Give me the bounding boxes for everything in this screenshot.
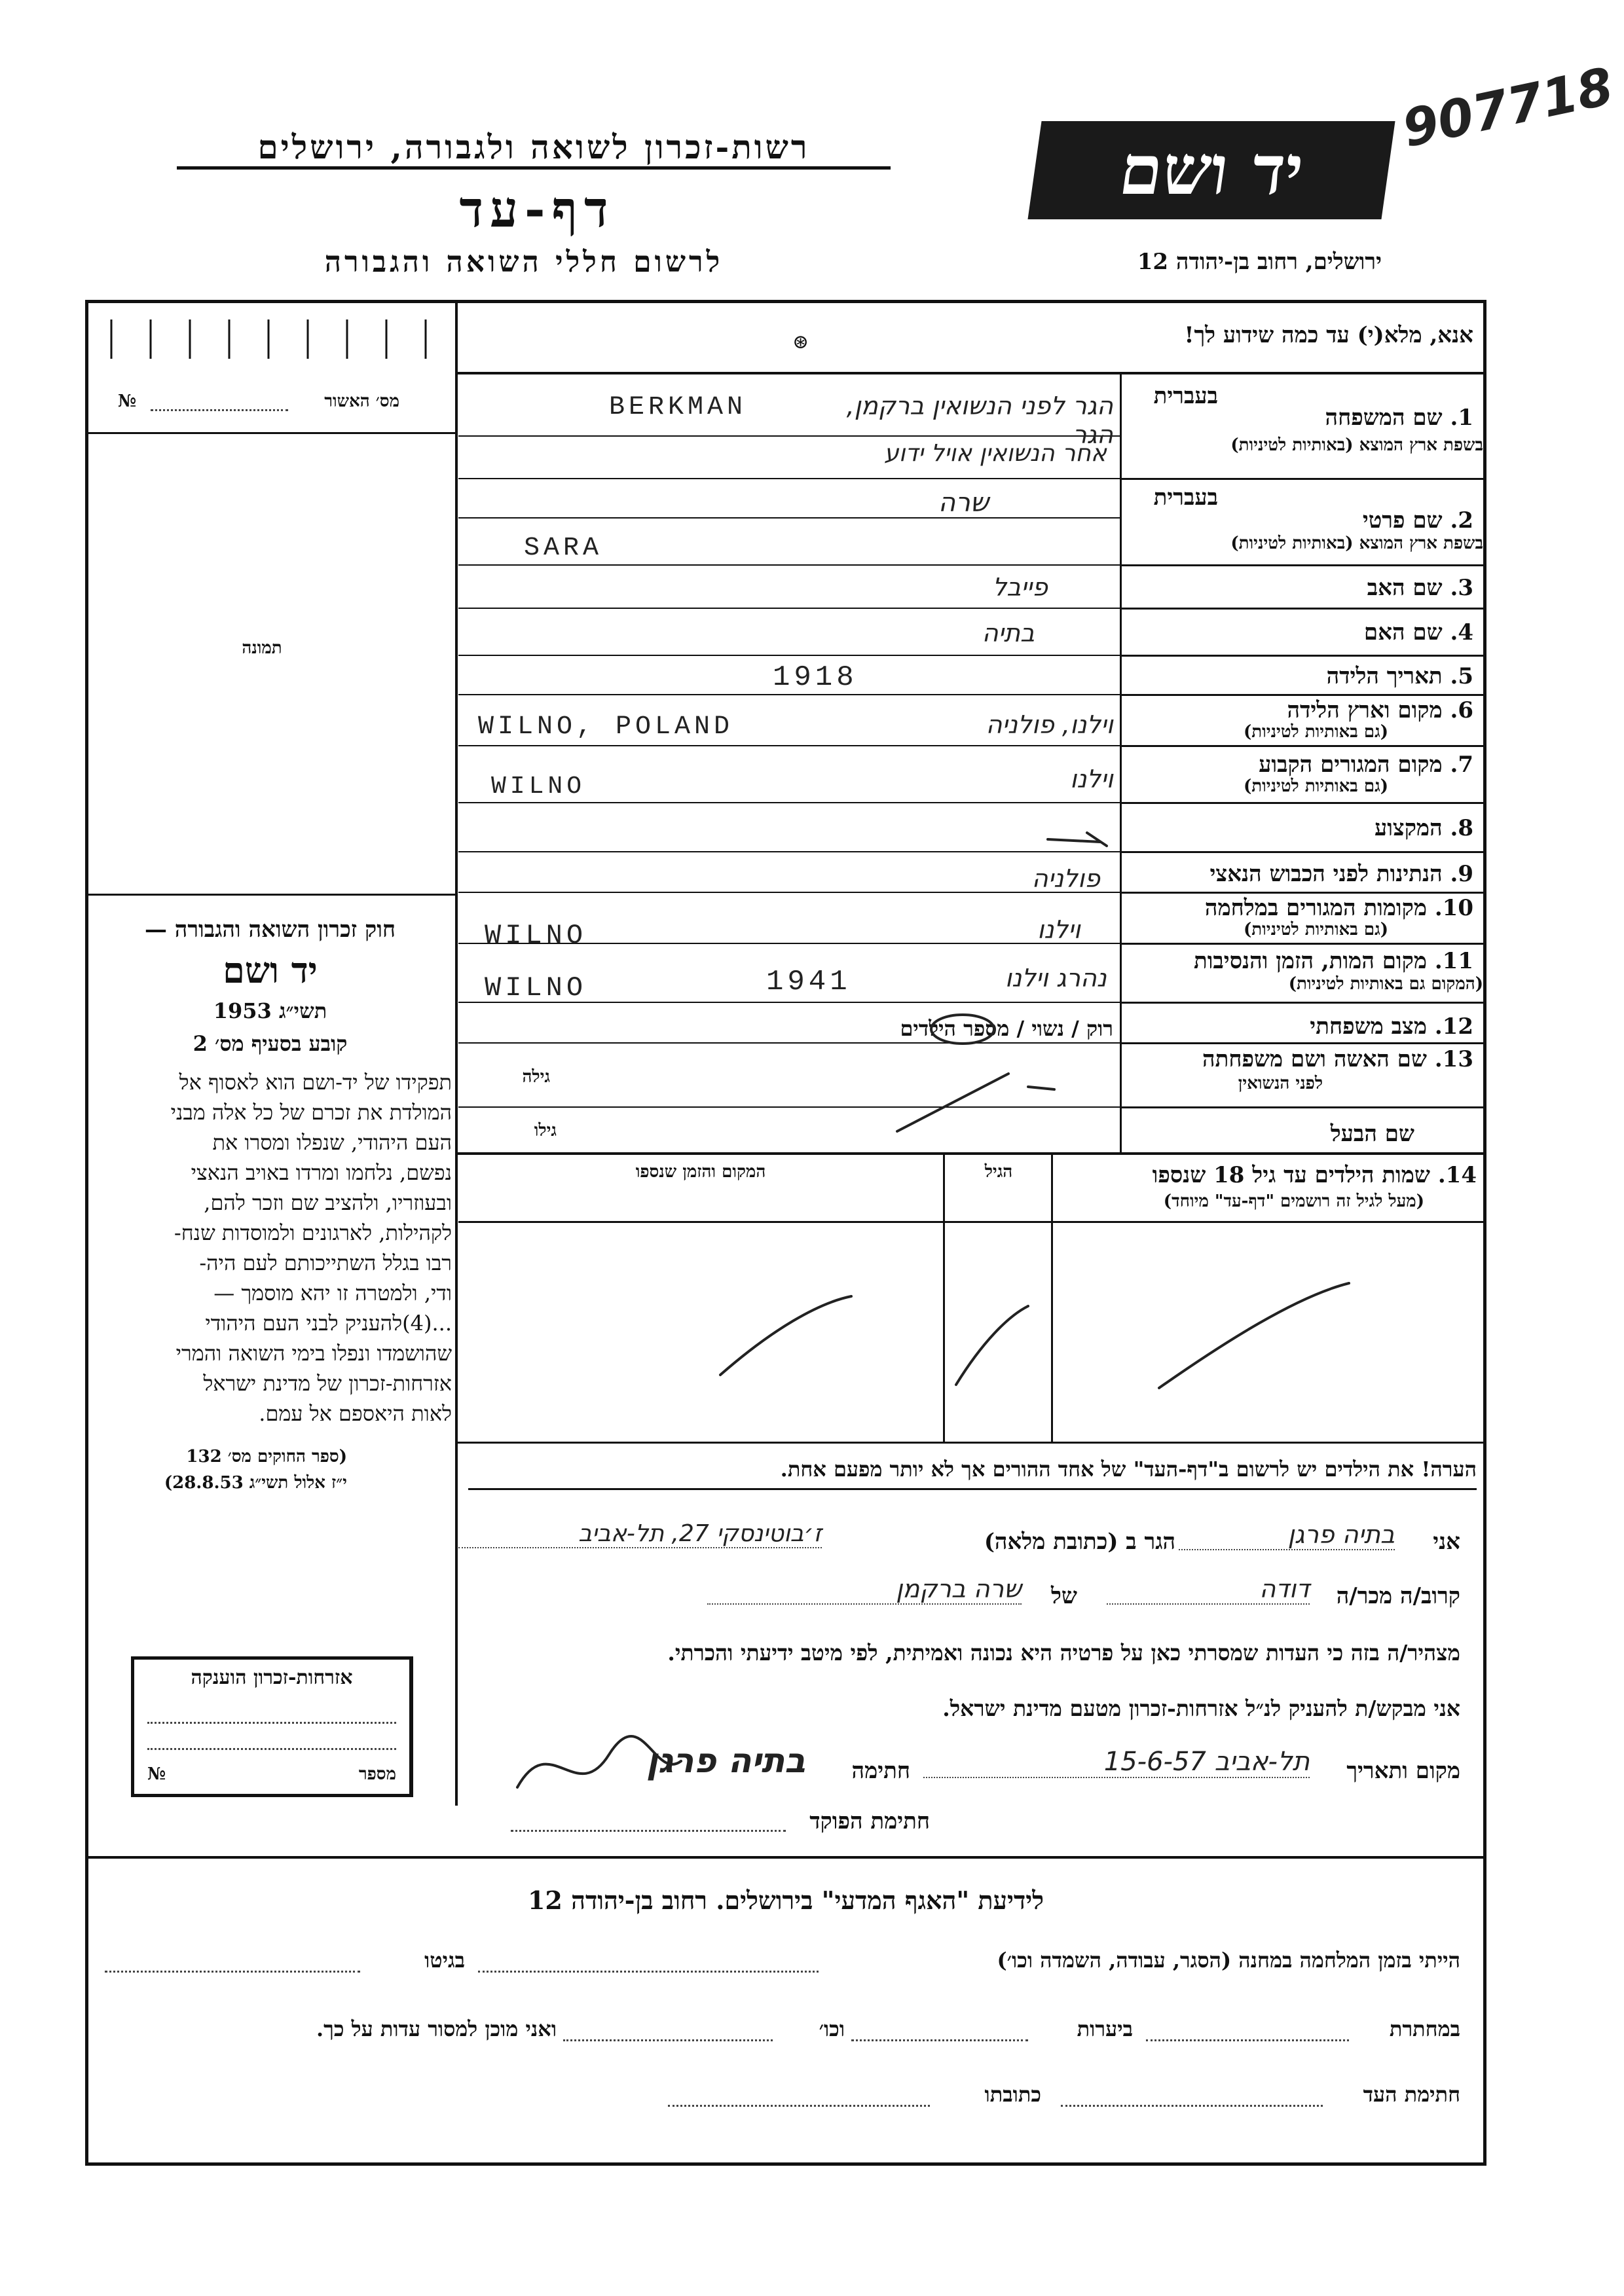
field-13-sub: לפני הנשואין (1238, 1074, 1323, 1093)
stamp-number-sign: № (147, 1764, 166, 1784)
field-6-number: 6. (1450, 697, 1473, 723)
field-1-number: 1. (1450, 405, 1473, 431)
field-10-value-lat[interactable]: WILNO (485, 920, 587, 951)
law-line: העם היהודי, שנפלו ומסרו את (212, 1130, 452, 1155)
field-10-label-text: מקומות המגורים במלחמה (1204, 895, 1427, 921)
decl-line1-prefix: אני (1433, 1529, 1460, 1555)
field-11-value-he[interactable]: נהרג וילנו (1005, 964, 1107, 993)
field-12-label-text: מצב משפחתי (1310, 1013, 1427, 1040)
stamp-number-label: מספר (358, 1764, 396, 1784)
field-1-label-text: שם המשפחה (1325, 405, 1443, 431)
field-13-age-label: גילה (522, 1067, 550, 1087)
children-sub: (מעל לגיל זה רושמים "דף-עד" מיוחד) (1163, 1192, 1424, 1211)
field-3-value[interactable]: פייבל (992, 573, 1048, 602)
law-line: ודי, ולמטרה זו יהא מוסמך — (213, 1281, 452, 1305)
law-line: ובעוזריו, ולהציב שם וזכר להם, (204, 1190, 452, 1215)
info-line3-a: חתימת העד (1363, 2082, 1460, 2107)
decl-line3: מצהיר/ה בזה כי העדות שמסרתי כאן על פרטיה היא נכונה ואמיתית, לפי מיטב ידיעתי והכרתי. (667, 1640, 1460, 1666)
field-13-label-text: שם האשה ושם משפחתה (1202, 1046, 1427, 1072)
field-11-value-lat[interactable]: WILNO (485, 972, 587, 1004)
field-8-dash (1048, 839, 1100, 842)
cert-number-label: מס׳ האשור (324, 392, 399, 411)
children-label-text: שמות הילדים עד גיל 18 שנספו (1152, 1162, 1430, 1188)
children-number: 14. (1437, 1162, 1477, 1188)
info-line2-a: במחתרת (1389, 2016, 1460, 2041)
field-2-tag: בעברית (1153, 484, 1218, 511)
field-6-sub: (גם באותיות לטיניות) (1243, 722, 1388, 742)
field-7-value-he[interactable]: וילנו (1069, 765, 1113, 793)
field-8-number: 8. (1450, 815, 1473, 841)
law-line: ...(4)להעניק לבני העם היהודי (205, 1311, 452, 1336)
field-4-label-text: שם האם (1363, 619, 1443, 646)
law-line: לאות היאספם אל עמם. (259, 1401, 452, 1426)
field-11-label-text: מקום המות, הזמן והנסיבות (1193, 948, 1427, 974)
field-8-label-text: המקצוע (1374, 815, 1443, 841)
decl-line1-name[interactable]: בתיה פרגן (1179, 1520, 1395, 1550)
field-10-sub: (גם באותיות לטיניות) (1243, 920, 1388, 939)
field-7-number: 7. (1450, 752, 1473, 778)
info-line3-b: כתובתו (984, 2082, 1041, 2107)
smudge-icon: ⊛ (792, 331, 809, 354)
field-7-value-lat[interactable]: WILNO (491, 773, 586, 801)
status-circle (931, 1015, 994, 1044)
decl-place-date-label: מקום ותאריך (1346, 1758, 1460, 1784)
field-2-value-he[interactable]: שרה (938, 488, 989, 518)
law-line: אזרחות-זכרון של מדינת ישראל (203, 1371, 452, 1396)
children-col-age: הגיל (984, 1162, 1013, 1182)
children-strike-place (720, 1296, 851, 1375)
field-4-number: 4. (1450, 619, 1473, 646)
law-line: נפשם, נלחמו ומרדו באויב הנאצי (191, 1160, 452, 1185)
form-subtitle: לרשום חללי השואה והגבורה (324, 246, 724, 279)
law-year: תשי״ג 1953 (213, 998, 327, 1023)
info-title: לידיעת "האגף המדעי" בירושלים. רחוב בן-יהודה 12 (527, 1886, 1044, 1915)
decl-line2-rel[interactable]: דודה (1107, 1575, 1310, 1605)
info-line1-a: הייתי בזמן המלחמה במחנה (הסגר, עבודה, השמדה וכו׳) (997, 1948, 1460, 1973)
decl-officer-label: חתימת הפוקד (809, 1808, 930, 1834)
corner-annotation: 907718 (1397, 57, 1619, 159)
field-4-value[interactable]: בתיה (982, 619, 1035, 647)
field-1-sub: בשפת ארץ המוצא (באותיות לטיניות) (1230, 435, 1483, 455)
field-2-value-lat[interactable]: SARA (524, 534, 603, 563)
decl-place-date-value[interactable]: תל-אביב 15-6-57 (923, 1747, 1310, 1778)
field-2-label-text: שם פרטי (1362, 507, 1443, 534)
decl-line1-addr[interactable]: ז׳בוטינסקי 27, תל-אביב (458, 1520, 822, 1548)
field-1-tag: בעברית (1153, 383, 1218, 409)
cert-number-sign: № (118, 392, 137, 411)
field-12-number: 12. (1434, 1013, 1473, 1040)
field-2-sub: בשפת ארץ המוצא (באותיות לטיניות) (1230, 534, 1483, 553)
field-9-label-text: הנתינות לפני הכבוש הנאצי (1209, 861, 1443, 887)
field-11-number: 11. (1434, 948, 1473, 974)
decl-line4: אני מבקש/ת להעניק לנ״ל אזרחות-זכרון מטעם מדינת ישראל. (942, 1696, 1460, 1721)
signature-flourish (517, 1736, 681, 1787)
field-10-value-he[interactable]: וילנו (1037, 915, 1080, 944)
field-7-label-text: מקום המגורים הקבוע (1259, 752, 1443, 778)
law-line: שהושמדו ונפלו בימי השואה והמרי (175, 1341, 452, 1366)
field-2-number: 2. (1450, 507, 1473, 534)
law-clause: קובע בסעיף מס׳ 2 (193, 1031, 348, 1056)
law-line: רבו בגלל השתייכותם לעם היה- (199, 1250, 452, 1275)
field-13-number: 13. (1434, 1046, 1473, 1072)
law-line: לקהילות, לארגונים ולמוסדות שנח- (174, 1220, 452, 1245)
decl-line1-mid: הגר ב (כתובת מלאה) (984, 1529, 1175, 1555)
logo-text: יד ושם (1115, 130, 1309, 210)
children-col-place: המקום והזמן שנספו (635, 1162, 766, 1182)
field-6-value-he[interactable]: וילנו, פולניה (986, 710, 1113, 739)
husband-label: שם הבעל (1330, 1121, 1414, 1147)
photo-label: תמונה (242, 638, 282, 658)
info-line2-d: ואני מוכן למסור עדות על כך. (316, 2016, 557, 2041)
law-citation-1: (ספר החוקים מס׳ 132 (186, 1447, 347, 1467)
field-13-strike (1028, 1087, 1054, 1089)
stamp-box-title: אזרחות-זכרון הוענקה (191, 1666, 353, 1689)
field-12-value[interactable]: רוק / נשוי / מספר הילדים (900, 1016, 1113, 1041)
field-10-number: 10. (1434, 895, 1473, 921)
field-11-value-year[interactable]: 1941 (766, 966, 851, 998)
field-9-value[interactable]: פולניה (1031, 864, 1100, 893)
decl-signature-label: חתימה (851, 1758, 910, 1784)
field-3-number: 3. (1450, 575, 1473, 601)
field-5-number: 5. (1450, 663, 1473, 689)
children-strike-name (1159, 1283, 1349, 1388)
field-1-value-lat[interactable]: BERKMAN (609, 393, 747, 422)
field-11-sub: (המקום גם באותיות לטיניות) (1288, 974, 1483, 994)
field-1-value-2[interactable]: אחר הנשואין אויל ידוע (884, 440, 1107, 467)
field-13-strike (897, 1074, 1008, 1131)
field-7-sub: (גם באותיות לטיניות) (1243, 776, 1388, 796)
children-strike-age (956, 1306, 1028, 1385)
law-line: תפקידו של יד-ושם הוא לאסוף אל (179, 1070, 452, 1095)
header-address: ירושלים, רחוב בן-יהודה 12 (1137, 249, 1382, 275)
decl-signature-value[interactable]: בתיה פרגן (646, 1741, 805, 1781)
decl-line2-prefix: קרוב/ה מכר/ה (1336, 1583, 1460, 1609)
info-line2-c: וכו׳ (819, 2016, 845, 2041)
children-note: הערה! את הילדים יש לרשום ב"דף-העד" של אחד ההורים אך לא יותר מפעם אחת. (468, 1457, 1477, 1490)
decl-line2-of: של (1051, 1583, 1077, 1609)
field-8-dash (1087, 833, 1107, 846)
field-6-value-lat[interactable]: WILNO, POLAND (478, 712, 734, 742)
law-citation-2: י״ז אלול תשי״ג 28.8.53) (164, 1473, 347, 1493)
husband-age-label: גילו (534, 1121, 557, 1140)
info-line1-b: בגיטו (424, 1948, 465, 1973)
form-title: דף-עד (459, 180, 615, 238)
law-heading: חוק זכרון השואה והגבורה — (144, 917, 396, 943)
field-1-value-he[interactable]: הגר לפני הנשואין ברקמן, הגר (846, 392, 1113, 449)
field-5-value[interactable]: 1918 (773, 661, 858, 694)
authority-title: רשות-זכרון לשואה ולגבורה, ירושלים (177, 128, 891, 170)
field-5-label-text: תאריך הלידה (1326, 663, 1443, 689)
field-9-number: 9. (1450, 861, 1473, 887)
intro-text: אנא, מלא(י) עד כמה שידוע לך! (1184, 322, 1473, 348)
field-3-label-text: שם האב (1367, 575, 1443, 601)
field-6-label-text: מקום וארץ הלידה (1287, 697, 1443, 723)
law-line: המולדת את זכרם של כל אלה מבני (170, 1100, 452, 1125)
decl-line2-name[interactable]: שרה ברקמן (707, 1575, 1022, 1605)
info-line2-b: ביערות (1077, 2016, 1133, 2041)
law-name: יד ושם (223, 949, 318, 991)
